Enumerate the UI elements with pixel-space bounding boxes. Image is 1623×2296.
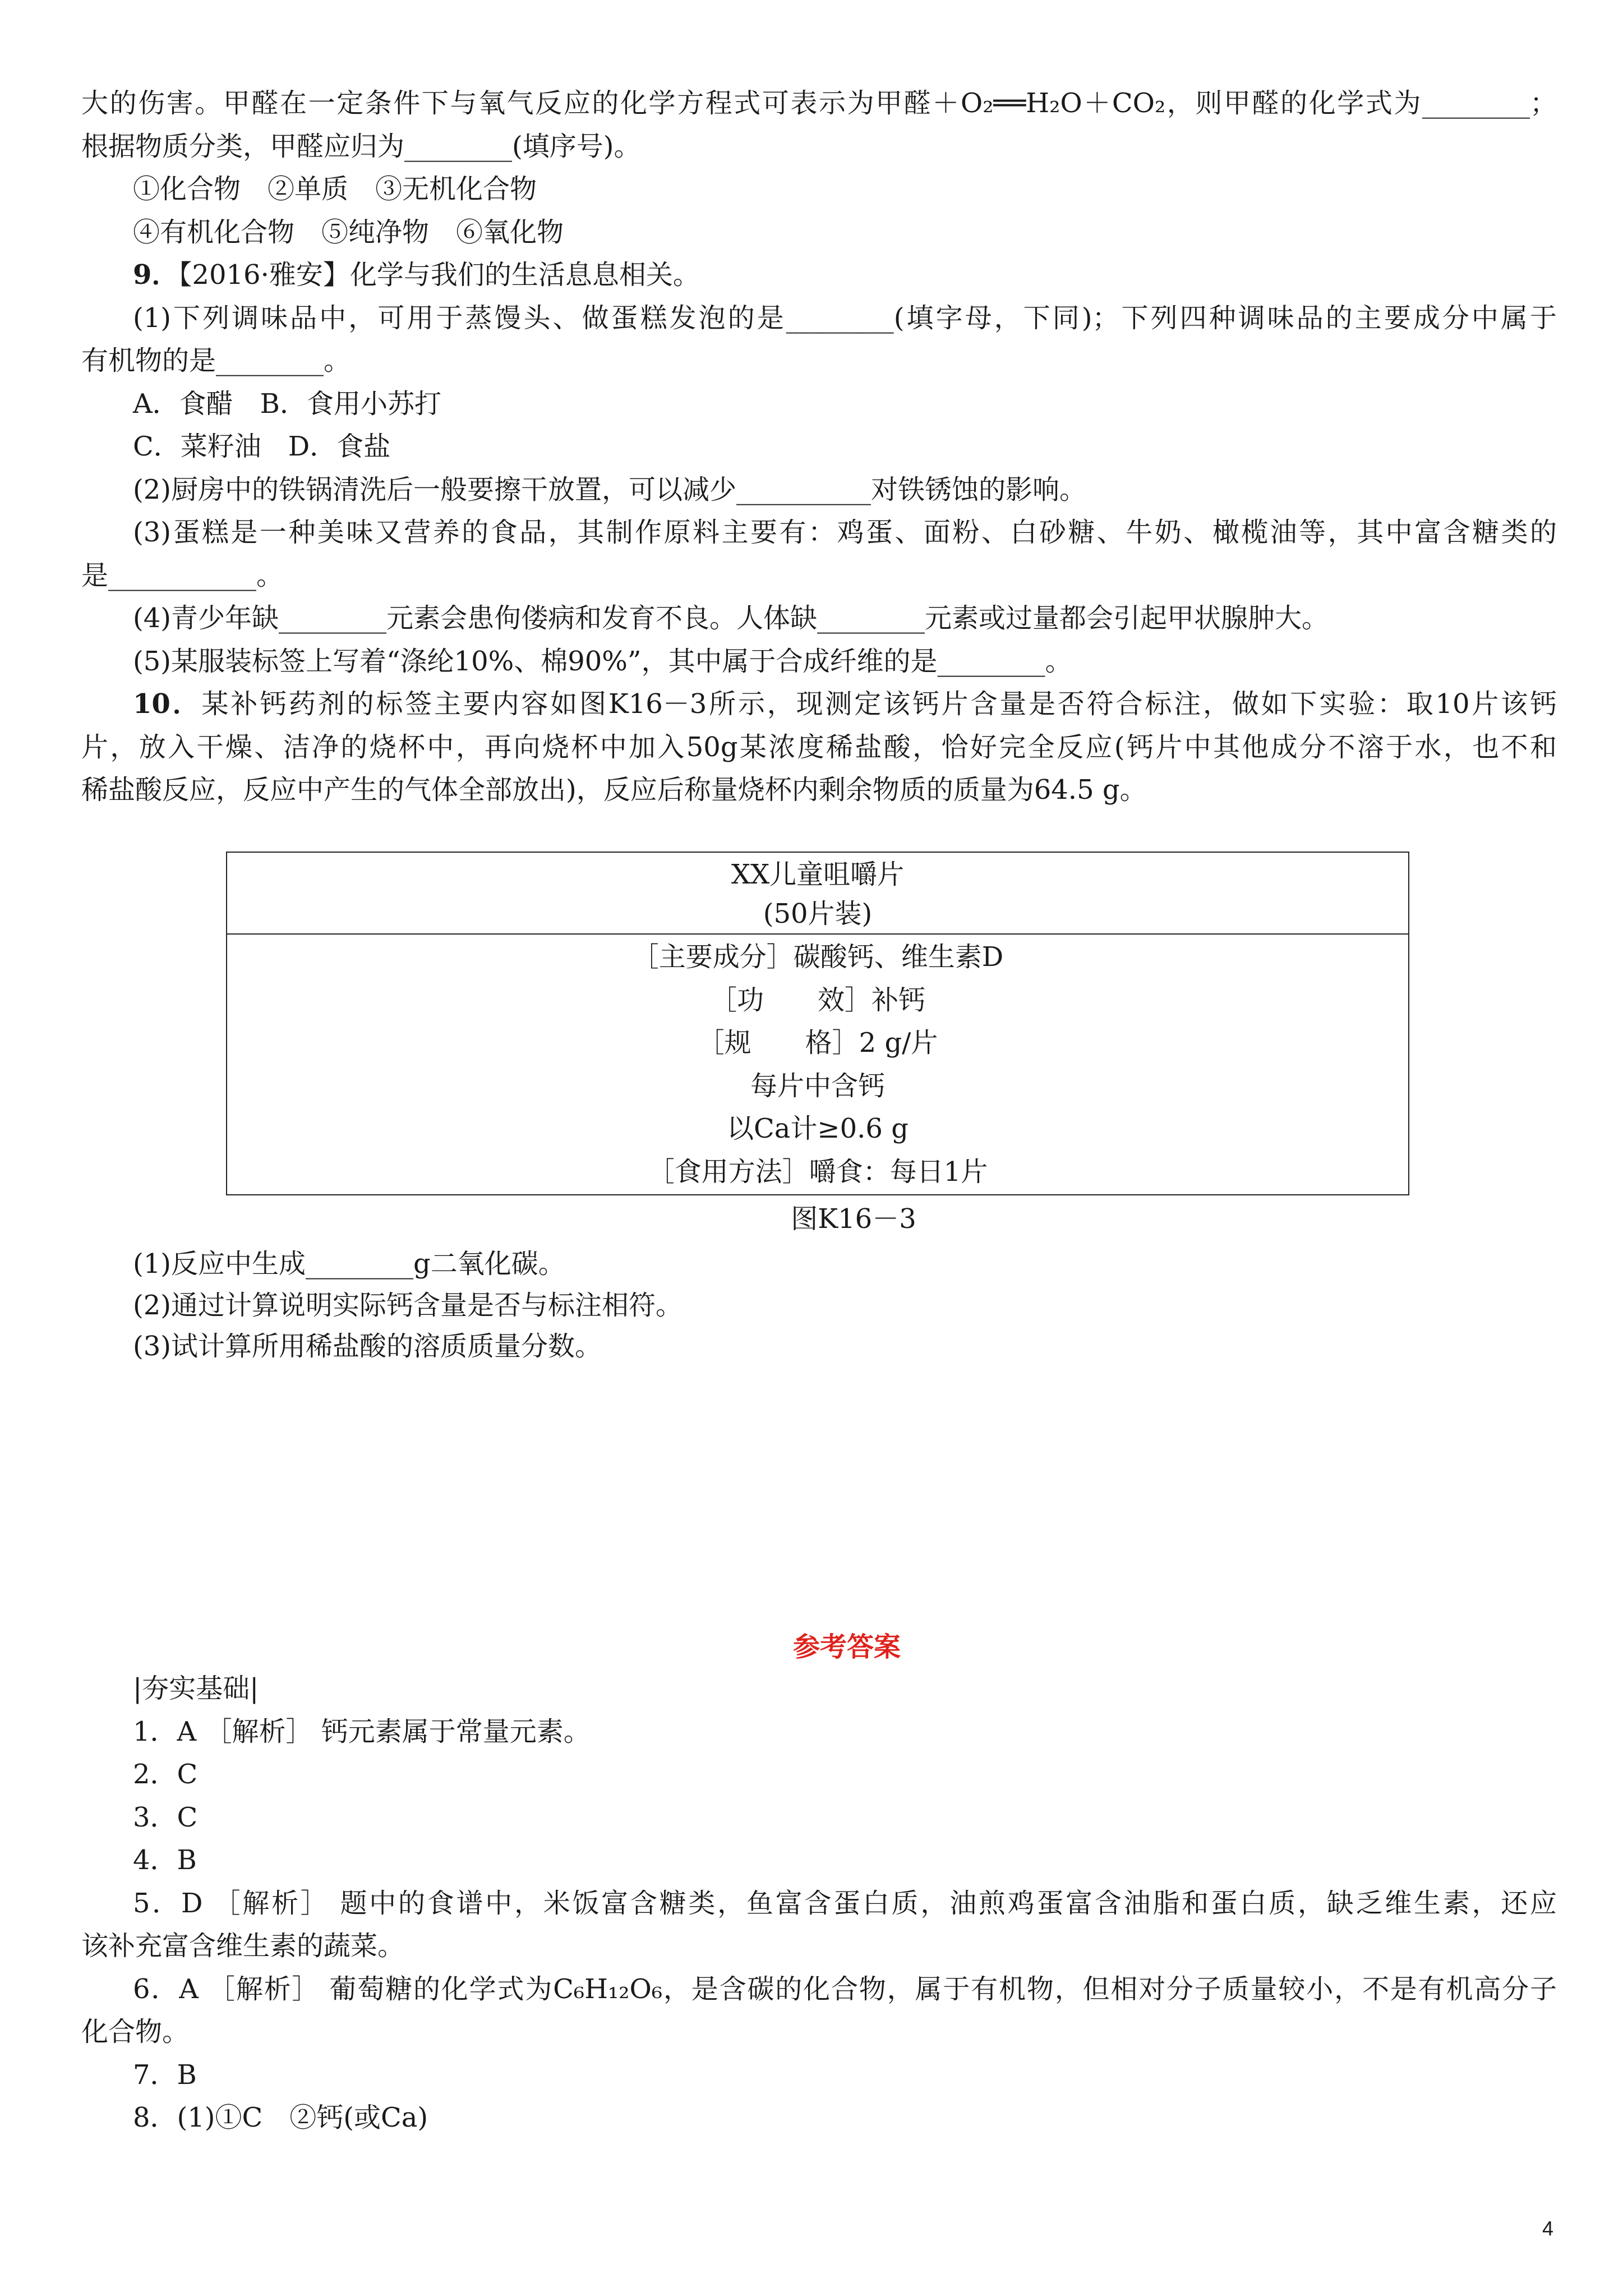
q8-options-1: ①化合物 ②单质 ③无机化合物 [133,173,537,205]
label-row-ingredients: ［主要成分］碳酸钙、维生素D [631,941,1004,973]
q9-part1-options-2: C．菜籽油 D．食盐 [133,431,391,462]
q10-part-3: (3)试计算所用稀盐酸的溶质质量分数。 [133,1331,602,1362]
q10-line-3: 稀盐酸反应，反应中产生的气体全部放出)，反应后称量烧杯内剩余物质的质量为64.5 g。 [81,774,1147,806]
product-label-table [226,852,1409,1195]
answer-item: 7．B [133,2059,197,2091]
answer-item: 6．A ［解析］ 葡萄糖的化学式为C₆H₁₂O₆，是含碳的化合物，属于有机物，但相对分子质量较小，不是有机高分子 [133,1973,1557,2005]
label-row-effect: ［功 效］补钙 [709,984,925,1016]
answer-item-continued: 化合物。 [81,2016,190,2047]
q10-line-1 [81,683,1557,726]
answer-item: 1．A ［解析］ 钙元素属于常量元素。 [133,1715,591,1747]
answers-heading: 参考答案 [792,1631,901,1663]
label-row-spec: ［规 格］2 g/片 [697,1027,938,1059]
answer-item: 8．(1)①C ②钙(或Ca) [133,2102,428,2133]
label-row-calcium-amount: 以Ca计≥0.6 g [727,1113,909,1144]
answers-section [81,1667,1557,2139]
q9-part5: (5)某服装标签上写着“涤纶10%、棉90%”，其中属于合成纤维的是________。 [133,645,1072,677]
label-header [227,853,1408,935]
label-title: XX儿童咀嚼片 [731,859,905,890]
label-row-calcium-per-tablet: 每片中含钙 [750,1070,885,1102]
label-body [227,935,1408,1193]
answer-item: 5．D ［解析］ 题中的食谱中，米饭富含糖类，鱼富含蛋白质，油煎鸡蛋富含油脂和蛋白质，缺乏维生素，还应 [133,1887,1557,1919]
q9-part1-line-1: (1)下列调味品中，可用于蒸馒头、做蛋糕发泡的是________(填字母，下同)；下列四种调味品的主要成分中属于 [133,302,1557,334]
q9-number: 9． [133,259,179,291]
page-number: 4 [1542,2217,1554,2240]
q9-part1-line-2: 有机物的是________。 [81,345,351,376]
q9-part3-line-1: (3)蛋糕是一种美味又营养的食品，其制作原料主要有：鸡蛋、面粉、白砂糖、牛奶、橄榄油等，其中富含糖类的 [133,517,1557,548]
answers-section-label: |夯实基础| [133,1673,259,1704]
q8-line-2: 根据物质分类，甲醛应归为________(填序号)。 [81,130,641,162]
label-row-usage: ［食用方法］嚼食：每日1片 [647,1156,988,1188]
answer-item: 2．C [133,1759,198,1790]
exercise-section [81,82,1557,812]
q10-line-2: 片，放入干燥、洁净的烧杯中，再向烧杯中加入50g某浓度稀盐酸，恰好完全反应(钙片中其他成分不溶于水，也不和 [81,731,1557,763]
q8-line-1: 大的伤害。甲醛在一定条件下与氧气反应的化学方程式可表示为甲醛＋O₂══H₂O＋CO₂，则甲醛的化学式为________； [81,88,1557,119]
q9-stem: 【2016·雅安】化学与我们的生活息息相关。 [178,259,700,291]
q9-part2: (2)厨房中的铁锅清洗后一般要擦干放置，可以减少__________对铁锈蚀的影响。 [133,473,1086,505]
q10-part-1: (1)反应中生成________g二氧化碳。 [133,1248,565,1280]
label-package-count: (50片装) [763,898,873,930]
answer-item: 3．C [133,1801,198,1833]
q10-line-1-text: 某补钙药剂的标签主要内容如图K16－3所示，现测定该钙片含量是否符合标注，做如下实验：取10片该钙 [201,688,1557,720]
q9-part4: (4)青少年缺________元素会患佝偻病和发育不良。人体缺________元素或过量都会引起甲状腺肿大。 [133,602,1329,634]
q9-heading [81,254,1557,297]
figure-caption: 图K16－3 [791,1203,916,1235]
q9-part3-line-2: 是___________。 [81,559,284,591]
q10-part-2: (2)通过计算说明实际钙含量是否与标注相符。 [133,1289,683,1321]
answer-item-continued: 该补充富含维生素的蔬菜。 [81,1930,405,1962]
q10-number: 10． [133,688,202,720]
q9-part1-options-1: A．食醋 B．食用小苏打 [133,388,441,420]
answer-item: 4．B [133,1844,197,1876]
q8-options-2: ④有机化合物 ⑤纯净物 ⑥氧化物 [133,216,564,248]
q10-parts [81,1244,1557,1368]
